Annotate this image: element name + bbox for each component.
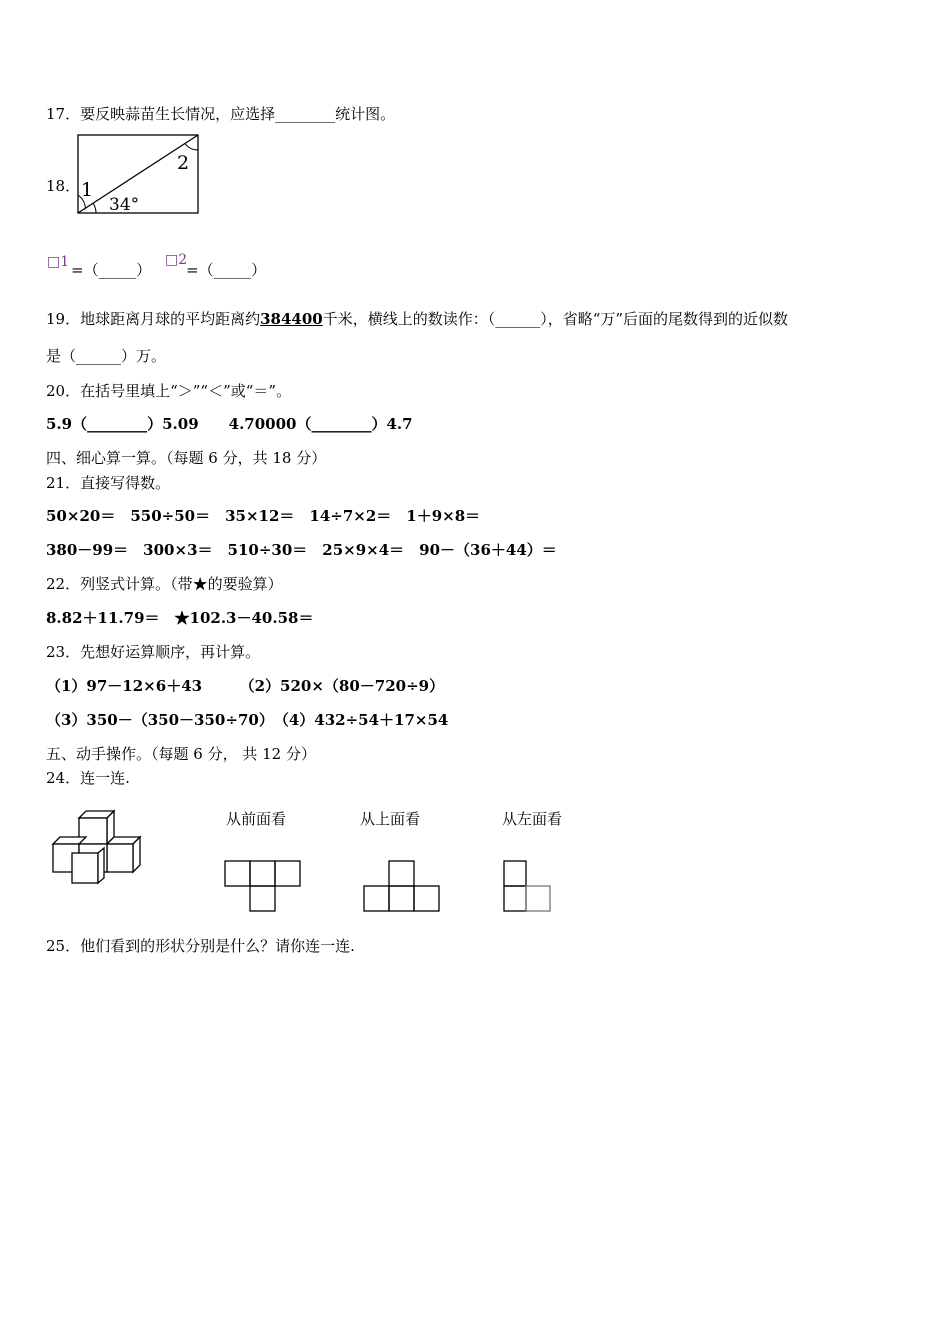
angle-label-34: 34° (109, 195, 140, 215)
front-cube-side (98, 848, 104, 883)
front-view-shape (222, 858, 304, 914)
view-label-top: 从上面看 (360, 810, 421, 828)
section-5-title: 五、动手操作。（每题 6 分， 共 12 分） (46, 745, 316, 763)
angle-2-arc (185, 144, 198, 151)
question-19-line2: 是（______）万。 (46, 347, 167, 365)
question-20-line: 5.9（________）5.09 4.70000（________）4.7 (46, 415, 413, 433)
question-20-title: 20．在括号里填上“＞”“＜”或“＝”。 (46, 382, 292, 400)
question-21-title: 21．直接写得数。 (46, 474, 171, 492)
view-label-left: 从左面看 (502, 810, 563, 828)
angle-1-placeholder: □1 (47, 254, 70, 270)
question-21-row2: 380－99＝ 300×3＝ 510÷30＝ 25×9×4＝ 90－（36＋44）＝ (46, 541, 557, 559)
right-cube-front (107, 844, 133, 872)
left-view-shape (501, 858, 557, 914)
angle-rectangle-figure (76, 132, 202, 216)
question-19-line1 (46, 308, 788, 329)
question-19-post: 千米，横线上的数读作：（______），省略“万”后面的尾数得到的近似数 (322, 310, 789, 328)
cube-stack-figure (48, 804, 160, 888)
question-19-number: 384400 (260, 310, 323, 328)
question-23-title: 23．先想好运算顺序，再计算。 (46, 643, 261, 661)
view-label-front: 从前面看 (226, 810, 287, 828)
right-cube-side (133, 837, 140, 872)
question-23-row2: （3）350－（350－350÷70） （4）432÷54＋17×54 (46, 711, 449, 729)
top-view-shape (361, 858, 443, 914)
angle-34-arc (93, 203, 96, 213)
question-22-line: 8.82＋11.79＝ ★102.3－40.58＝ (46, 609, 314, 627)
question-24-title: 24．连一连. (46, 769, 130, 787)
front-cube-front (72, 853, 98, 883)
angle-label-2: 2 (177, 152, 190, 174)
question-18-number: 18． (46, 177, 81, 195)
question-17: 17．要反映蒜苗生长情况，应选择________统计图。 (46, 105, 396, 123)
question-25-title: 25．他们看到的形状分别是什么？请你连一连. (46, 937, 355, 955)
question-21-row1: 50×20＝ 550÷50＝ 35×12＝ 14÷7×2＝ 1＋9×8＝ (46, 507, 481, 525)
answer-angle-1: =（_____） (71, 261, 152, 279)
angle-2-placeholder: □2 (165, 252, 188, 268)
section-4-title: 四、细心算一算。（每题 6 分，共 18 分） (46, 449, 327, 467)
question-19-pre: 19．地球距离月球的平均距离约 (46, 310, 261, 328)
question-23-row1: （1）97－12×6＋43 （2）520×（80－720÷9） (46, 677, 445, 695)
question-22-title: 22．列竖式计算。（带★的要验算） (46, 575, 283, 593)
answer-angle-2: =（_____） (186, 261, 267, 279)
angle-label-1: 1 (81, 179, 94, 201)
